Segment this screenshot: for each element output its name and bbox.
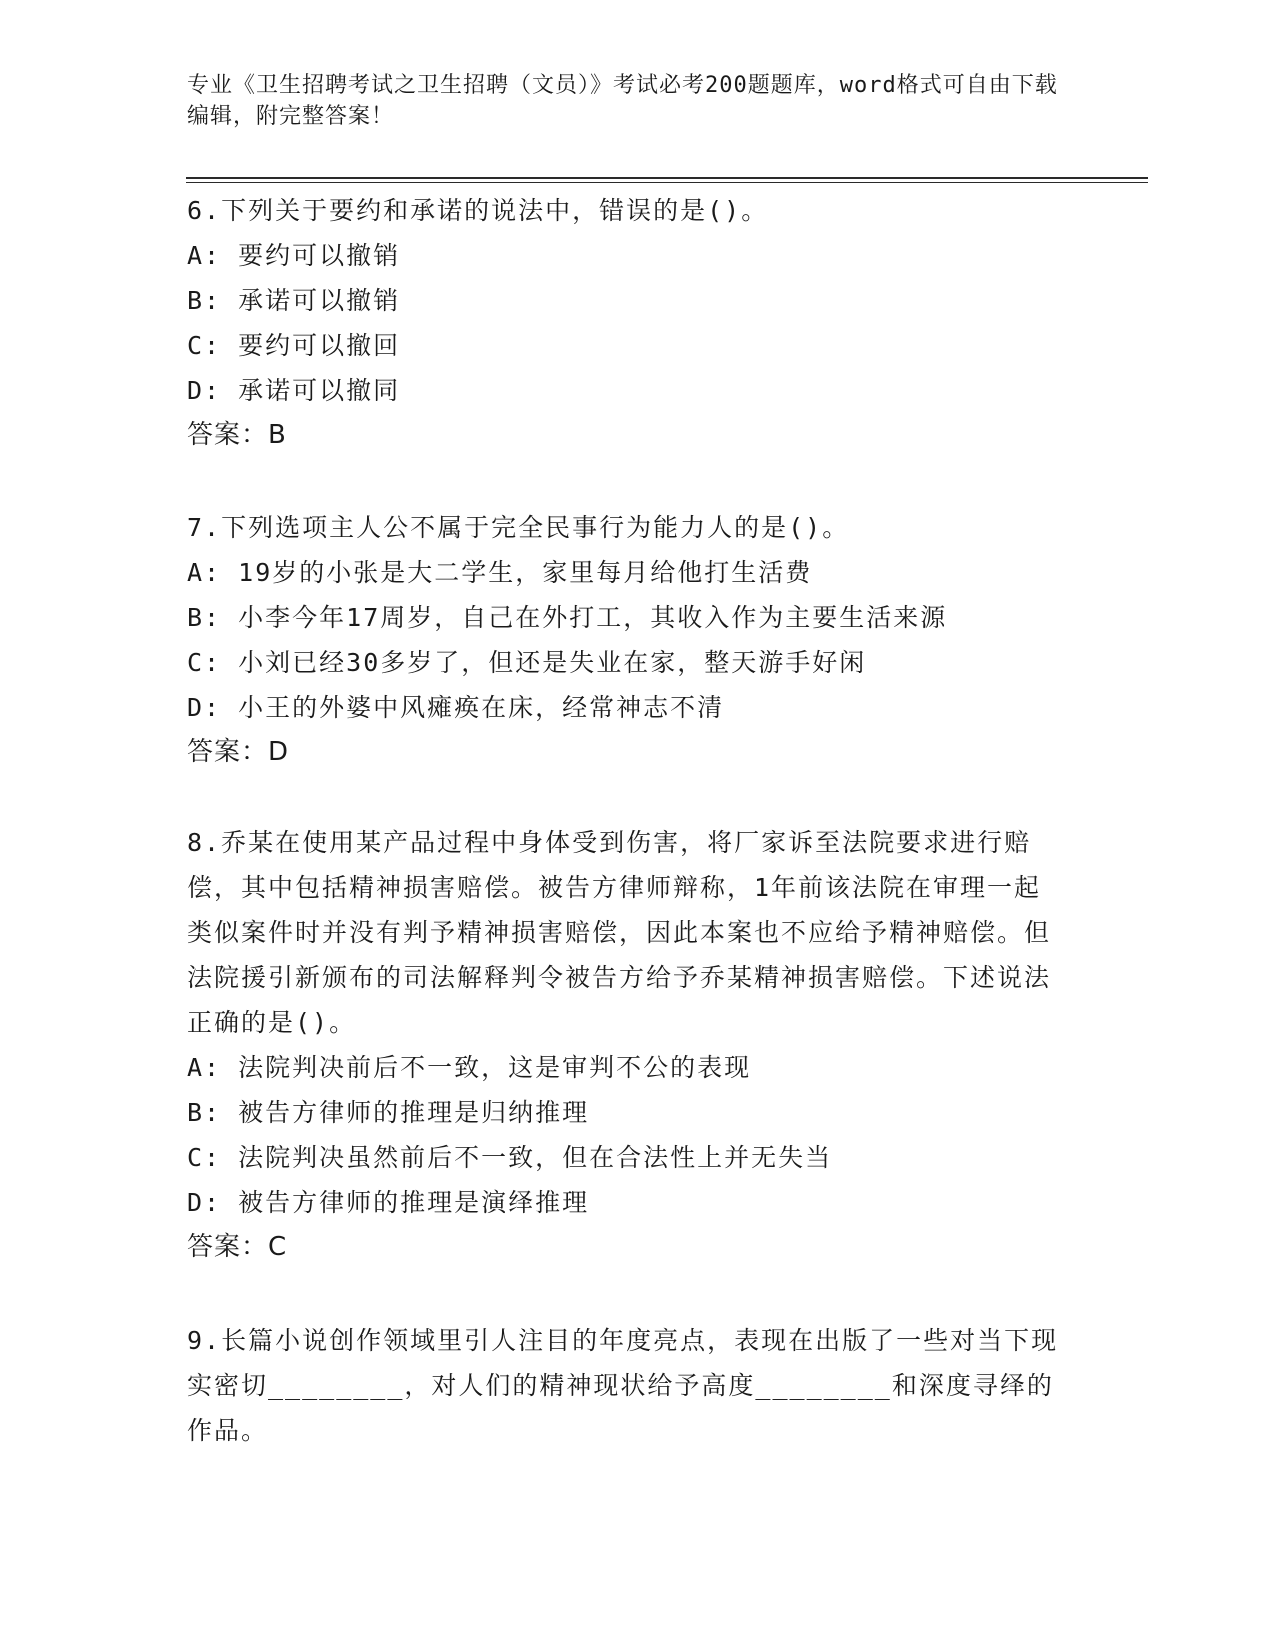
option-b: B: 被告方律师的推理是归纳推理: [187, 1098, 590, 1127]
question-stem: 6.下列关于要约和承诺的说法中，错误的是()。: [187, 196, 769, 225]
option-d: D: 小王的外婆中风瘫痪在床，经常神志不清: [187, 693, 725, 722]
document-header: [187, 70, 1067, 132]
question-6: [187, 188, 1067, 458]
option-c: C: 小刘已经30多岁了，但还是失业在家，整天游手好闲: [187, 648, 867, 677]
answer-line: 答案：C: [187, 1232, 288, 1262]
option-a: A: 要约可以撤销: [187, 241, 401, 270]
option-b: B: 承诺可以撤销: [187, 286, 401, 315]
question-stem: 7.下列选项主人公不属于完全民事行为能力人的是()。: [187, 513, 850, 542]
question-stem: 8.乔某在使用某产品过程中身体受到伤害，将厂家诉至法院要求进行赔偿，其中包括精神损害赔偿。被告方律师辩称，1年前该法院在审理一起类似案件时并没有判予精神损害赔偿，因此本案也不应给予精神赔偿。但法院援引新颁布的司法解释判令被告方给予乔某精神损害赔偿。下述说法正确的是()。: [187, 828, 1052, 1037]
option-a: A: 法院判决前后不一致，这是审判不公的表现: [187, 1053, 752, 1082]
question-8: [187, 820, 1067, 1270]
option-c: C: 要约可以撤回: [187, 331, 401, 360]
question-9: [187, 1318, 1067, 1453]
header-divider: [186, 177, 1148, 179]
answer-line: 答案：B: [187, 420, 287, 450]
option-c: C: 法院判决虽然前后不一致，但在合法性上并无失当: [187, 1143, 833, 1172]
header-text: 专业《卫生招聘考试之卫生招聘（文员）》考试必考200题题库，word格式可自由下载编辑，附完整答案！: [187, 73, 1058, 129]
option-d: D: 被告方律师的推理是演绎推理: [187, 1188, 590, 1217]
answer-line: 答案：D: [187, 737, 290, 767]
option-a: A: 19岁的小张是大二学生，家里每月给他打生活费: [187, 558, 813, 587]
option-d: D: 承诺可以撤同: [187, 376, 401, 405]
question-stem: 9.长篇小说创作领域里引人注目的年度亮点，表现在出版了一些对当下现实密切________，对人们的精神现状给予高度________和深度寻绎的作品。: [187, 1326, 1059, 1445]
question-7: [187, 505, 1067, 775]
header-divider-thin: [186, 182, 1148, 183]
option-b: B: 小李今年17周岁，自己在外打工，其收入作为主要生活来源: [187, 603, 948, 632]
